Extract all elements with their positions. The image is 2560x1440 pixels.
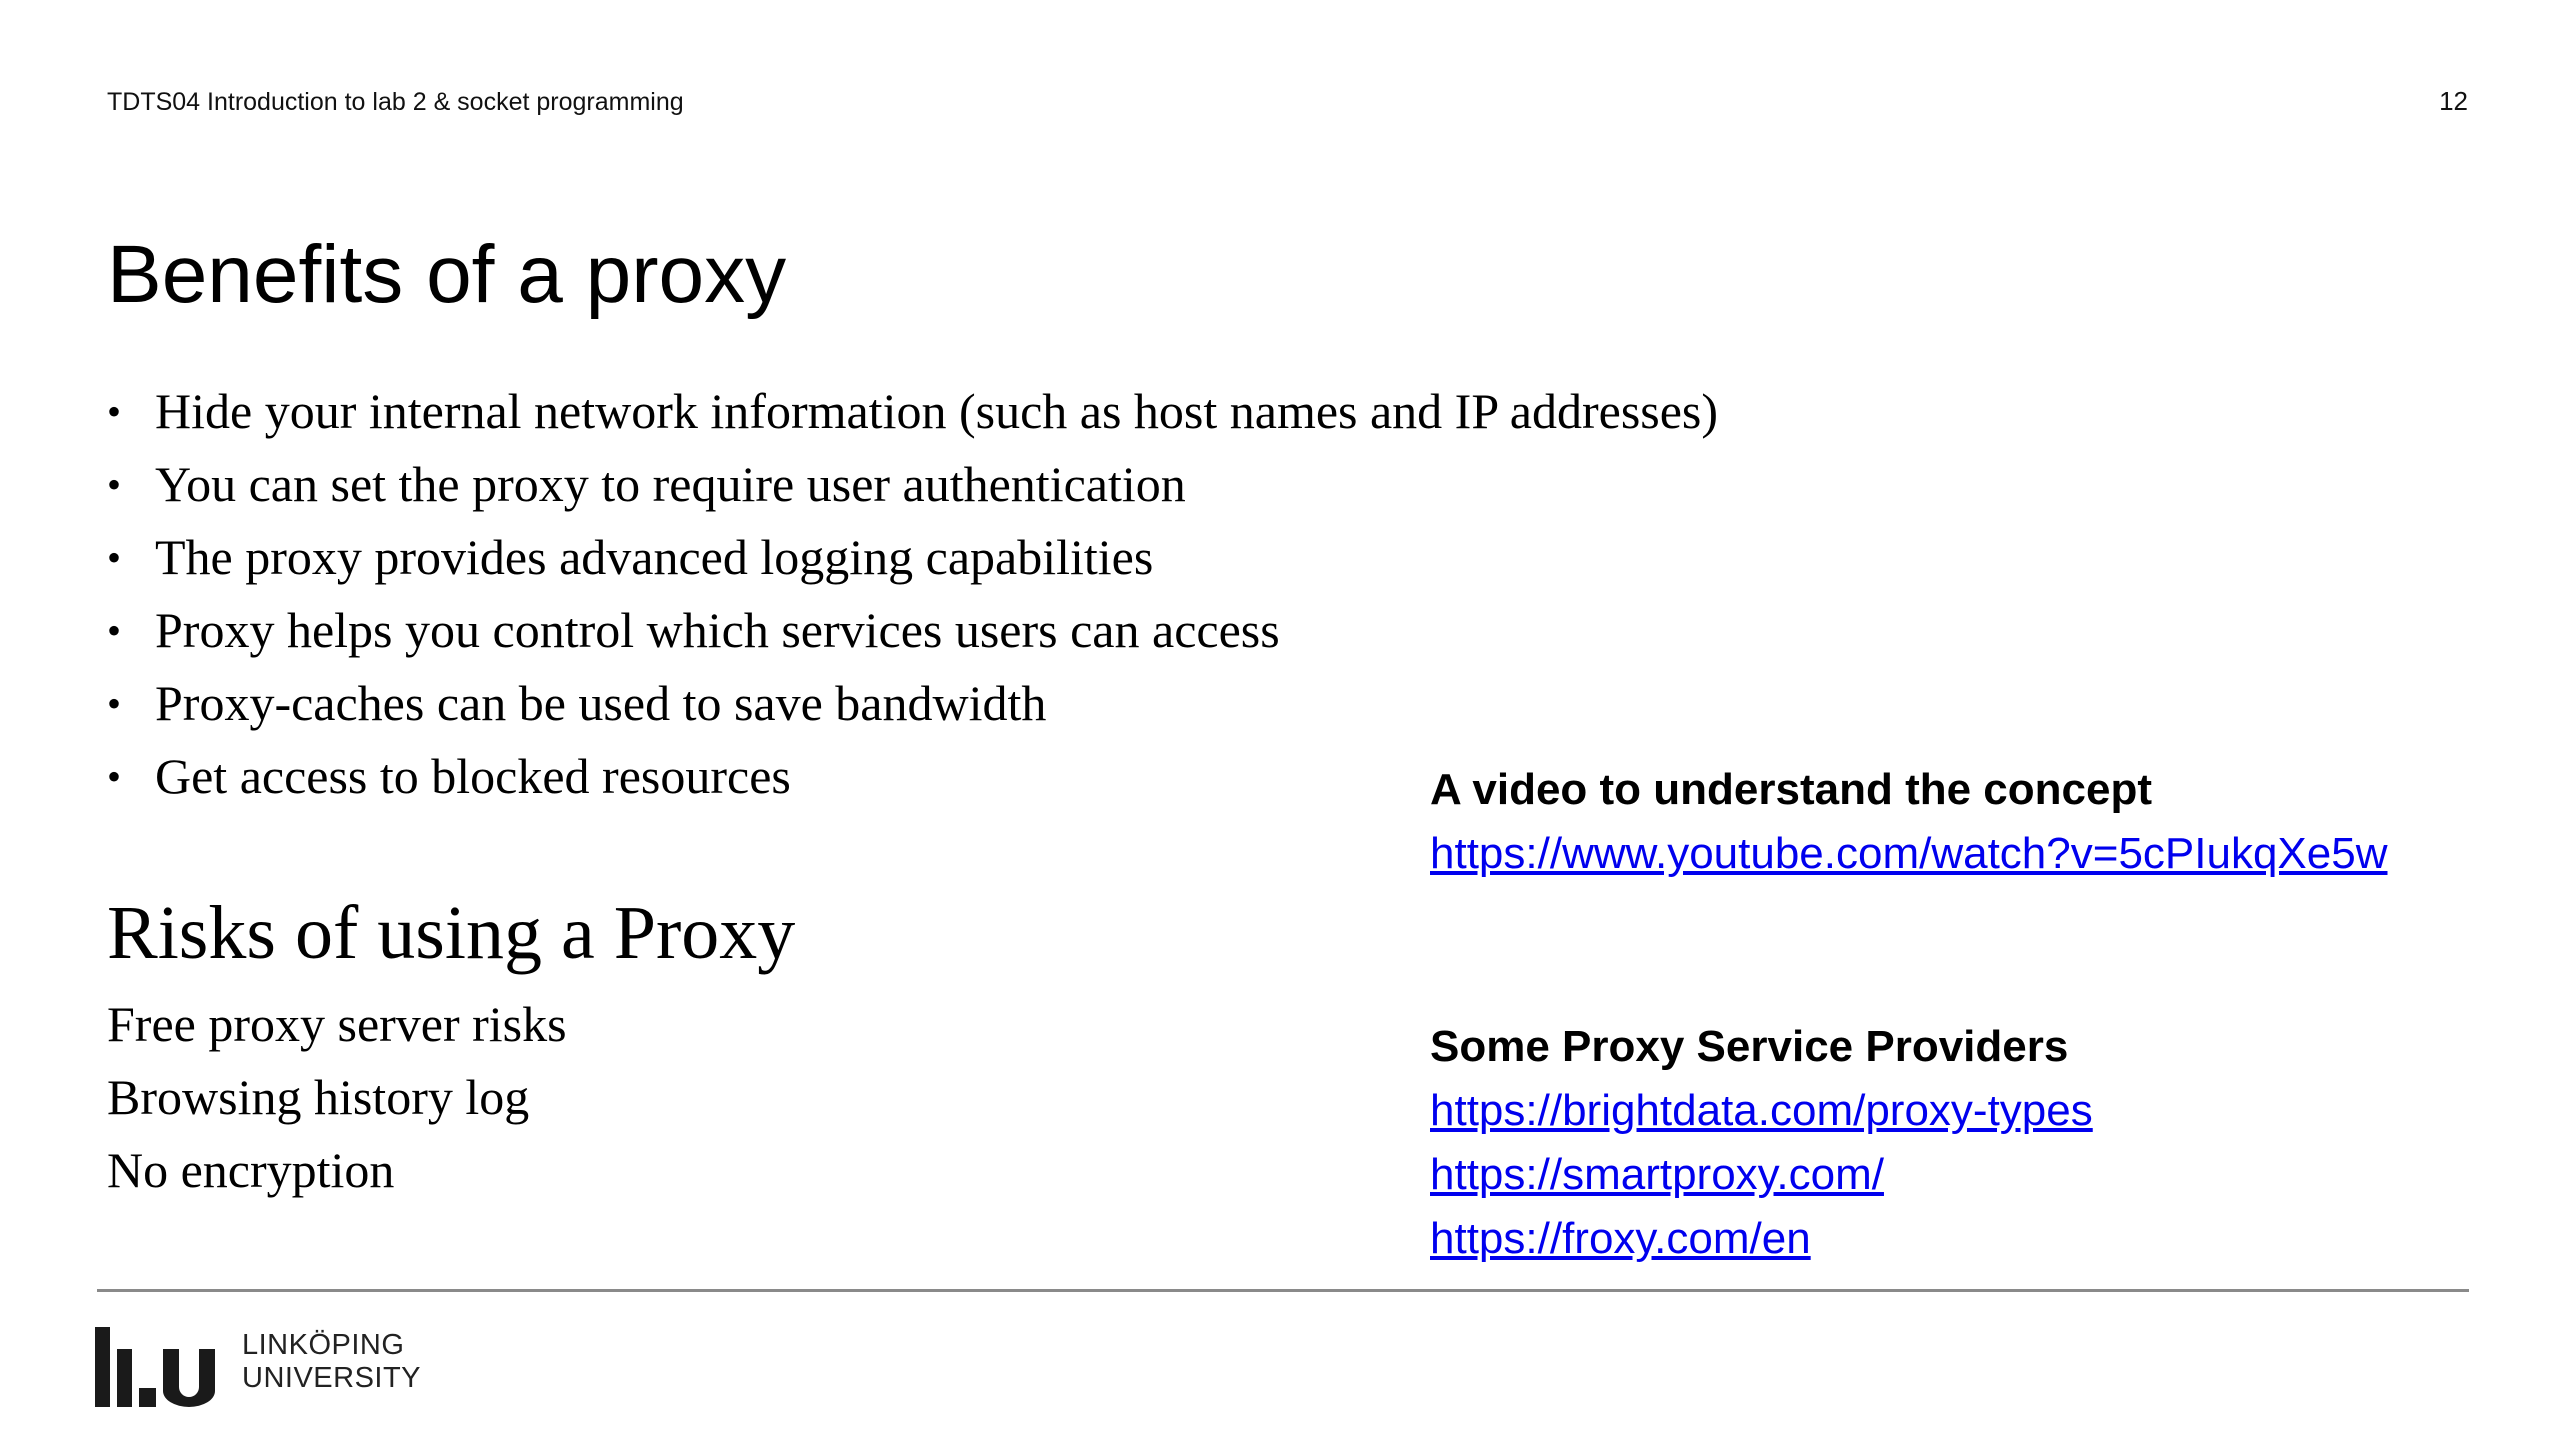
- providers-block: [1430, 1015, 2093, 1271]
- course-title: TDTS04 Introduction to lab 2 & socket programming: [107, 88, 684, 116]
- logo-line-2: UNIVERSITY: [242, 1362, 422, 1394]
- brightdata-link[interactable]: https://brightdata.com/proxy-types: [1430, 1086, 2093, 1135]
- froxy-link[interactable]: https://froxy.com/en: [1430, 1214, 1811, 1263]
- benefits-list: [107, 375, 1718, 813]
- benefit-item: [107, 594, 1718, 667]
- benefit-text: The proxy provides advanced logging capabilities: [155, 529, 1154, 585]
- benefit-item: [107, 521, 1718, 594]
- risks-list: [107, 988, 567, 1207]
- bullet-icon: •: [107, 681, 122, 726]
- benefit-text: Hide your internal network information (such as host names and IP addresses): [155, 383, 1719, 439]
- liu-logo: [95, 1327, 422, 1407]
- slide-title: Benefits of a proxy: [107, 229, 787, 320]
- risk-item: Browsing history log: [107, 1069, 530, 1125]
- benefit-item: [107, 448, 1718, 521]
- bullet-icon: •: [107, 389, 122, 434]
- risk-item: Free proxy server risks: [107, 996, 567, 1052]
- footer-divider: [97, 1289, 2469, 1292]
- page-number: 12: [2439, 86, 2468, 116]
- benefit-text: Proxy-caches can be used to save bandwidth: [155, 675, 1047, 731]
- benefit-text: Proxy helps you control which services users can access: [155, 602, 1280, 658]
- benefit-item: [107, 667, 1718, 740]
- risk-item: No encryption: [107, 1142, 395, 1198]
- providers-heading: Some Proxy Service Providers: [1430, 1022, 2069, 1071]
- bullet-icon: •: [107, 754, 122, 799]
- benefit-item: [107, 375, 1718, 448]
- risks-title: Risks of using a Proxy: [107, 891, 796, 975]
- liu-logo-mark-icon: [95, 1327, 235, 1407]
- smartproxy-link[interactable]: https://smartproxy.com/: [1430, 1150, 1884, 1199]
- benefit-text: You can set the proxy to require user authentication: [155, 456, 1186, 512]
- logo-wordmark: [242, 1329, 421, 1395]
- bullet-icon: •: [107, 462, 122, 507]
- video-heading: A video to understand the concept: [1430, 765, 2152, 814]
- bullet-icon: •: [107, 535, 122, 580]
- youtube-link[interactable]: https://www.youtube.com/watch?v=5cPIukqXe5w: [1430, 829, 2388, 878]
- benefit-text: Get access to blocked resources: [155, 748, 791, 804]
- video-block: [1430, 758, 2388, 886]
- bullet-icon: •: [107, 608, 122, 653]
- logo-line-1: LINKÖPING: [242, 1329, 405, 1361]
